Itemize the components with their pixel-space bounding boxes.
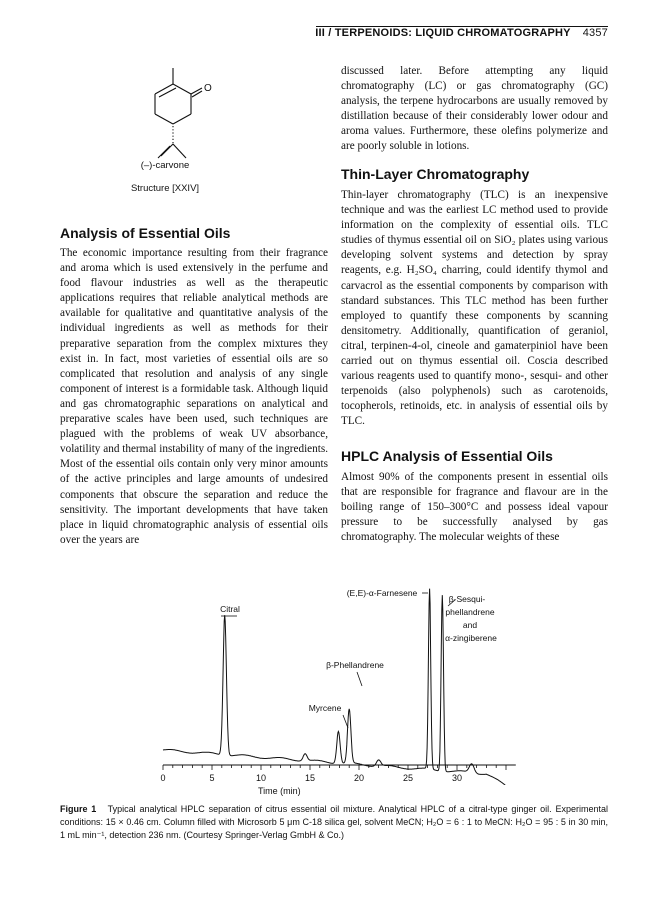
peak-label-sesqui-4: α-zingiberene: [445, 633, 497, 643]
phellandrene-leader: [357, 672, 362, 686]
figure-caption-label: Figure 1: [60, 804, 97, 814]
oxygen-atom-label: O: [204, 83, 212, 94]
x-tick-label: 0: [160, 773, 166, 783]
peak-label-sesqui-3: and: [462, 620, 478, 630]
section-title-hplc: HPLC Analysis of Essential Oils: [341, 448, 553, 464]
x-tick-label: 10: [255, 773, 267, 783]
chromatogram-trace: [163, 589, 515, 785]
peak-label-phellandrene: β-Phellandrene: [326, 660, 384, 670]
peak-label-citral: Citral: [220, 604, 240, 614]
structure-label: Structure [XXIV]: [130, 183, 200, 194]
tlc-paragraph: Thin-layer chromatography (TLC) is an inexpensive technique and was the earliest LC method used to provide information on the complexity of essential oils. TLC studies of thymus essential oil on SiO₂ plates using various developing solvent systems and detection by spray reagents, e.g. H₂SO₄ charring, could identify thymol and carvacrol as the essential components by comparison with standard substances. This TLC method has been further employed to quantify these components by scanning densitometry. Additionally, quantification of geraniol, citral, terpinen-4-ol, cineole and gamaterpiniol have been carried out on thymus essential oil. Coscia described various reagents used to quantify mono-, sesqui- and other terpenoids (also polyphenols) such as carotenoids, tocopherols, retinoids, etc. in analysis of essential oils by TLC.: [341, 189, 608, 428]
figure-caption-text: Typical analytical HPLC separation of citrus essential oil mixture. Analytical HPLC of a citral-type ginger oil. Experimental conditions: 15 × 0.46 cm. Column filled with Microsorb 5 μm C-18 silica gel, solvent MeCN; H₂O = 6 : 1 to MeCN: H₂O = 95 : 5 in 30 min, 1 mL min⁻¹, detection 236 nm. (Courtesy Springer-Verlag GmbH & Co.): [60, 804, 608, 840]
x-tick-label: 5: [209, 773, 215, 783]
running-head: [315, 27, 608, 39]
x-tick-label: 20: [353, 773, 365, 783]
analysis-paragraph: The economic importance resulting from their fragrance and aroma which is used extensively in the perfume and food flavour industries as well as the therapeutic applications requires that reliable analytical methods are available for qualitative and quantitative analysis of the individual ingredients as well as methods for their preparative separation from the complex mixtures they exist in. In fact, most varieties of essential oils are so complicated that resolution and analysis of any single component of interest is a formidable task. Although liquid and gas chromatographic separations on analytical and preparative scales have been used, such techniques are plagued with the problems of weak UV absorbance, volatility and thermal instability of many of the ingredients. Most of the essential oils contain only very minor amounts of the active principles and large amounts of undesired components that obscure the separation and reduce the sensitivity. The important developments that have taken place in liquid chromatographic analysis of essential oils over the years are: [60, 247, 328, 546]
page-header: [0, 0, 668, 48]
peak-label-sesqui-2: phellandrene: [445, 607, 495, 617]
figure-caption: [60, 803, 608, 842]
x-tick-label: 30: [451, 773, 463, 783]
peak-labels: [220, 588, 497, 713]
myrcene-leader: [343, 715, 348, 728]
x-tick-label: 25: [402, 773, 414, 783]
peak-label-sesqui-1: β-Sesqui-: [448, 594, 486, 604]
chromatogram-chart: [155, 560, 575, 785]
structure-name: (–)-carvone: [140, 160, 190, 171]
hplc-paragraph: Almost 90% of the components present in essential oils that are responsible for fragrance and flavour are in the boiling range of 150–300°C and possess ideal vapour pressure to be successfully analysed by gas chromatography. The molecular weights of these: [341, 471, 608, 544]
peak-label-myrcene: Myrcene: [308, 703, 342, 713]
carvone-structure: [118, 60, 258, 170]
intro-paragraph: discussed later. Before attempting any liquid chromatography (LC) or gas chromatography (GC) analysis, the terpene hydrocarbons are usually removed by distillation because of their considerably lower odour and aroma values. Furthermore, these olefins polymerize and are poorly soluble in lotions.: [341, 65, 608, 153]
section-title-analysis: Analysis of Essential Oils: [60, 225, 231, 241]
x-tick-label: 15: [304, 773, 316, 783]
running-title: III / TERPENOIDS: LIQUID CHROMATOGRAPHY: [315, 27, 571, 39]
x-axis-title: Time (min): [258, 786, 301, 796]
peak-label-farnesene: (E,E)-α-Farnesene: [346, 588, 418, 598]
x-axis-ticks: [160, 765, 506, 783]
chromatogram-figure: [155, 560, 575, 800]
page-number: 4357: [582, 27, 608, 39]
section-title-tlc: Thin-Layer Chromatography: [341, 166, 530, 182]
